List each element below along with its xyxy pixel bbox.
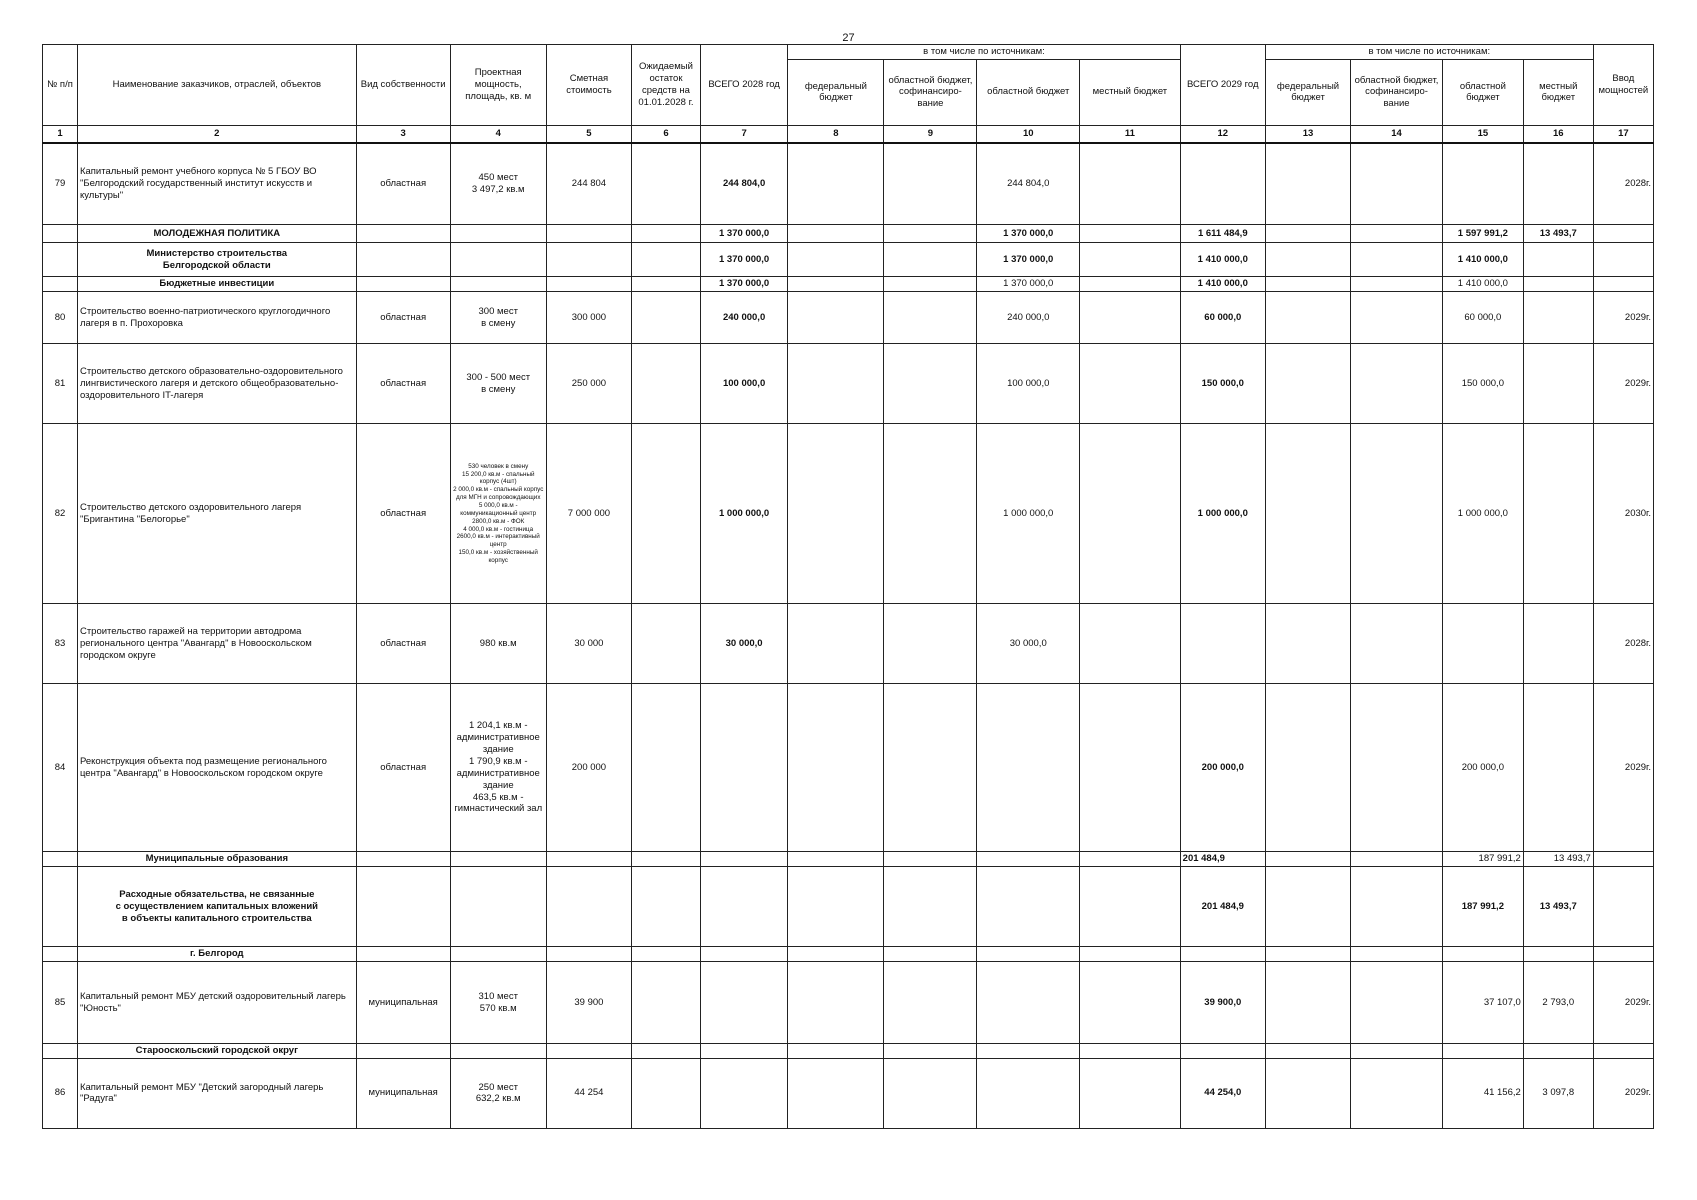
row-reg-2029: 187 991,2 [1442, 852, 1523, 867]
row-reg-2028: 1 000 000,0 [977, 424, 1080, 604]
row-total-2029: 1 410 000,0 [1180, 277, 1265, 292]
col-num: 5 [546, 125, 631, 143]
row-reg-2028: 244 804,0 [977, 143, 1080, 225]
table-row [43, 143, 1654, 225]
header-sources-2028: в том числе по источникам: [788, 45, 1180, 60]
row-total-2028: 30 000,0 [700, 604, 787, 684]
row-no: 84 [43, 684, 78, 852]
row-capacity: 1 204,1 кв.м - административное здание 1 790,9 кв.м - административное здание 463,5 кв.м - гимнастический зал [450, 684, 546, 852]
header-fed-2029: федеральный бюджет [1265, 59, 1350, 125]
row-reg-2028: 1 370 000,0 [977, 243, 1080, 277]
row-no: 79 [43, 143, 78, 225]
table-row [43, 852, 1654, 867]
row-year: 2029г. [1593, 962, 1653, 1044]
row-owner: областная [356, 143, 450, 225]
row-total-2028: 1 370 000,0 [700, 277, 787, 292]
col-num: 11 [1080, 125, 1181, 143]
row-cost: 250 000 [546, 344, 631, 424]
row-capacity: 980 кв.м [450, 604, 546, 684]
header-reg-2029: областной бюджет [1442, 59, 1523, 125]
row-owner: муниципальная [356, 962, 450, 1044]
row-reg-2028: 1 370 000,0 [977, 277, 1080, 292]
col-num: 15 [1442, 125, 1523, 143]
row-owner: областная [356, 684, 450, 852]
header-cost: Сметная стоимость [546, 45, 631, 126]
row-year: 2029г. [1593, 1058, 1653, 1128]
header-commission: Ввод мощностей [1593, 45, 1653, 126]
col-num: 13 [1265, 125, 1350, 143]
table-row [43, 292, 1654, 344]
row-loc-2029: 13 493,7 [1523, 852, 1593, 867]
row-name: Капитальный ремонт учебного корпуса № 5 ГБОУ ВО "Белгородский государственный институт искусств и культуры" [77, 143, 356, 225]
col-num: 14 [1351, 125, 1443, 143]
row-reg-2029: 37 107,0 [1442, 962, 1523, 1044]
row-total-2029: 44 254,0 [1180, 1058, 1265, 1128]
header-total-2028: ВСЕГО 2028 год [700, 45, 787, 126]
row-total-2029: 150 000,0 [1180, 344, 1265, 424]
table-row [43, 1044, 1654, 1059]
col-num: 7 [700, 125, 787, 143]
row-no: 81 [43, 344, 78, 424]
row-capacity: 450 мест 3 497,2 кв.м [450, 143, 546, 225]
municipality-title: Старооскольский городской округ [77, 1044, 356, 1059]
row-total-2029: 60 000,0 [1180, 292, 1265, 344]
header-fed-2028: федеральный бюджет [788, 59, 884, 125]
col-num: 2 [77, 125, 356, 143]
row-reg-2029: 1 410 000,0 [1442, 243, 1523, 277]
row-total-2028: 1 000 000,0 [700, 424, 787, 604]
row-no: 85 [43, 962, 78, 1044]
row-cost: 44 254 [546, 1058, 631, 1128]
row-capacity: 250 мест 632,2 кв.м [450, 1058, 546, 1128]
col-num: 9 [884, 125, 977, 143]
row-reg-2029: 187 991,2 [1442, 867, 1523, 947]
row-reg-2028: 100 000,0 [977, 344, 1080, 424]
header-regcofin-2029: областной бюджет, софинансиро-вание [1351, 59, 1443, 125]
table-row [43, 867, 1654, 947]
row-total-2029: 39 900,0 [1180, 962, 1265, 1044]
table-row [43, 277, 1654, 292]
row-loc-2029: 2 793,0 [1523, 962, 1593, 1044]
ministry-title: Министерство строительства Белгородской области [77, 243, 356, 277]
row-name: Строительство гаражей на территории автодрома регионального центра "Авангард" в Новооскольском городском округе [77, 604, 356, 684]
row-cost: 30 000 [546, 604, 631, 684]
row-total-2028: 100 000,0 [700, 344, 787, 424]
expenses-title: Расходные обязательства, не связанные с осуществлением капитальных вложений в объекты капитального строительства [77, 867, 356, 947]
column-numbers-row [43, 125, 1654, 143]
row-reg-2029: 200 000,0 [1442, 684, 1523, 852]
row-owner: областная [356, 604, 450, 684]
header-no: № п/п [43, 45, 78, 126]
row-total-2029: 1 000 000,0 [1180, 424, 1265, 604]
header-regcofin-2028: областной бюджет, софинансиро-вание [884, 59, 977, 125]
table-row [43, 243, 1654, 277]
header-reg-2028: областной бюджет [977, 59, 1080, 125]
row-owner: областная [356, 424, 450, 604]
row-total-2029: 1 410 000,0 [1180, 243, 1265, 277]
header-owner: Вид собственности [356, 45, 450, 126]
row-capacity: 300 мест в смену [450, 292, 546, 344]
row-reg-2028: 30 000,0 [977, 604, 1080, 684]
col-num: 17 [1593, 125, 1653, 143]
table-row [43, 947, 1654, 962]
table-row [43, 1058, 1654, 1128]
col-num: 4 [450, 125, 546, 143]
table-row [43, 604, 1654, 684]
row-reg-2029: 41 156,2 [1442, 1058, 1523, 1128]
row-loc-2029: 13 493,7 [1523, 225, 1593, 243]
row-capacity: 300 - 500 мест в смену [450, 344, 546, 424]
col-num: 1 [43, 125, 78, 143]
row-cost: 200 000 [546, 684, 631, 852]
row-reg-2029: 1 000 000,0 [1442, 424, 1523, 604]
row-loc-2029: 13 493,7 [1523, 867, 1593, 947]
row-reg-2029: 1 597 991,2 [1442, 225, 1523, 243]
row-name: Строительство военно-патриотического круглогодичного лагеря в п. Прохоровка [77, 292, 356, 344]
row-year: 2029г. [1593, 344, 1653, 424]
row-year: 2029г. [1593, 684, 1653, 852]
row-reg-2029: 1 410 000,0 [1442, 277, 1523, 292]
col-num: 10 [977, 125, 1080, 143]
row-loc-2029: 3 097,8 [1523, 1058, 1593, 1128]
row-year: 2028г. [1593, 143, 1653, 225]
row-no: 83 [43, 604, 78, 684]
row-no: 82 [43, 424, 78, 604]
budget-table [42, 44, 1654, 1129]
row-total-2028: 240 000,0 [700, 292, 787, 344]
row-total-2028: 244 804,0 [700, 143, 787, 225]
row-year: 2030г. [1593, 424, 1653, 604]
row-total-2028: 1 370 000,0 [700, 225, 787, 243]
page-number: 27 [842, 32, 855, 44]
subsection-title: Бюджетные инвестиции [77, 277, 356, 292]
row-capacity: 310 мест 570 кв.м [450, 962, 546, 1044]
table-row [43, 225, 1654, 243]
section-title: МОЛОДЕЖНАЯ ПОЛИТИКА [77, 225, 356, 243]
row-no: 80 [43, 292, 78, 344]
subsection-title: Муниципальные образования [77, 852, 356, 867]
col-num: 12 [1180, 125, 1265, 143]
table-row [43, 344, 1654, 424]
row-cost: 300 000 [546, 292, 631, 344]
row-no: 86 [43, 1058, 78, 1128]
row-total-2029: 201 484,9 [1180, 852, 1265, 867]
header-loc-2029: местный бюджет [1523, 59, 1593, 125]
row-owner: областная [356, 344, 450, 424]
row-name: Капитальный ремонт МБУ детский оздоровительный лагерь "Юность" [77, 962, 356, 1044]
row-name: Реконструкция объекта под размещение регионального центра "Авангард" в Новооскольском городском округе [77, 684, 356, 852]
row-year: 2029г. [1593, 292, 1653, 344]
row-name: Капитальный ремонт МБУ "Детский загородный лагерь "Радуга" [77, 1058, 356, 1128]
row-capacity: 530 человек в смену 15 200,0 кв.м - спальный корпус (4шт) 2 000,0 кв.м - спальный корпус для МГН и сопровождающих 5 000,0 кв.м - коммуникационный центр 2800,0 кв.м - ФОК 4 000,0 кв.м - гостиница 2600,0 кв.м - интерактивный центр 150,0 кв.м - хозяйственный корпус [450, 424, 546, 604]
row-name: Строительство детского оздоровительного лагеря "Бригантина "Белогорье" [77, 424, 356, 604]
header-capacity: Проектная мощность, площадь, кв. м [450, 45, 546, 126]
row-cost: 244 804 [546, 143, 631, 225]
table-row [43, 424, 1654, 604]
table-row [43, 962, 1654, 1044]
header-total-2029: ВСЕГО 2029 год [1180, 45, 1265, 126]
header-remain: Ожидаемый остаток средств на 01.01.2028 г. [632, 45, 701, 126]
row-total-2029: 201 484,9 [1180, 867, 1265, 947]
municipality-title: г. Белгород [77, 947, 356, 962]
row-total-2029: 200 000,0 [1180, 684, 1265, 852]
col-num: 6 [632, 125, 701, 143]
row-reg-2029: 150 000,0 [1442, 344, 1523, 424]
row-reg-2028: 1 370 000,0 [977, 225, 1080, 243]
row-total-2029: 1 611 484,9 [1180, 225, 1265, 243]
header-sources-2029: в том числе по источникам: [1265, 45, 1593, 60]
row-name: Строительство детского образовательно-оздоровительного лингвистического лагеря и детского общеобразовательно-оздоровительного IT-лагеря [77, 344, 356, 424]
table-row [43, 684, 1654, 852]
row-reg-2029: 60 000,0 [1442, 292, 1523, 344]
col-num: 8 [788, 125, 884, 143]
header-loc-2028: местный бюджет [1080, 59, 1181, 125]
row-total-2028: 1 370 000,0 [700, 243, 787, 277]
col-num: 3 [356, 125, 450, 143]
row-reg-2028: 240 000,0 [977, 292, 1080, 344]
row-owner: областная [356, 292, 450, 344]
row-cost: 7 000 000 [546, 424, 631, 604]
row-owner: муниципальная [356, 1058, 450, 1128]
row-year: 2028г. [1593, 604, 1653, 684]
row-cost: 39 900 [546, 962, 631, 1044]
col-num: 16 [1523, 125, 1593, 143]
header-name: Наименование заказчиков, отраслей, объектов [77, 45, 356, 126]
